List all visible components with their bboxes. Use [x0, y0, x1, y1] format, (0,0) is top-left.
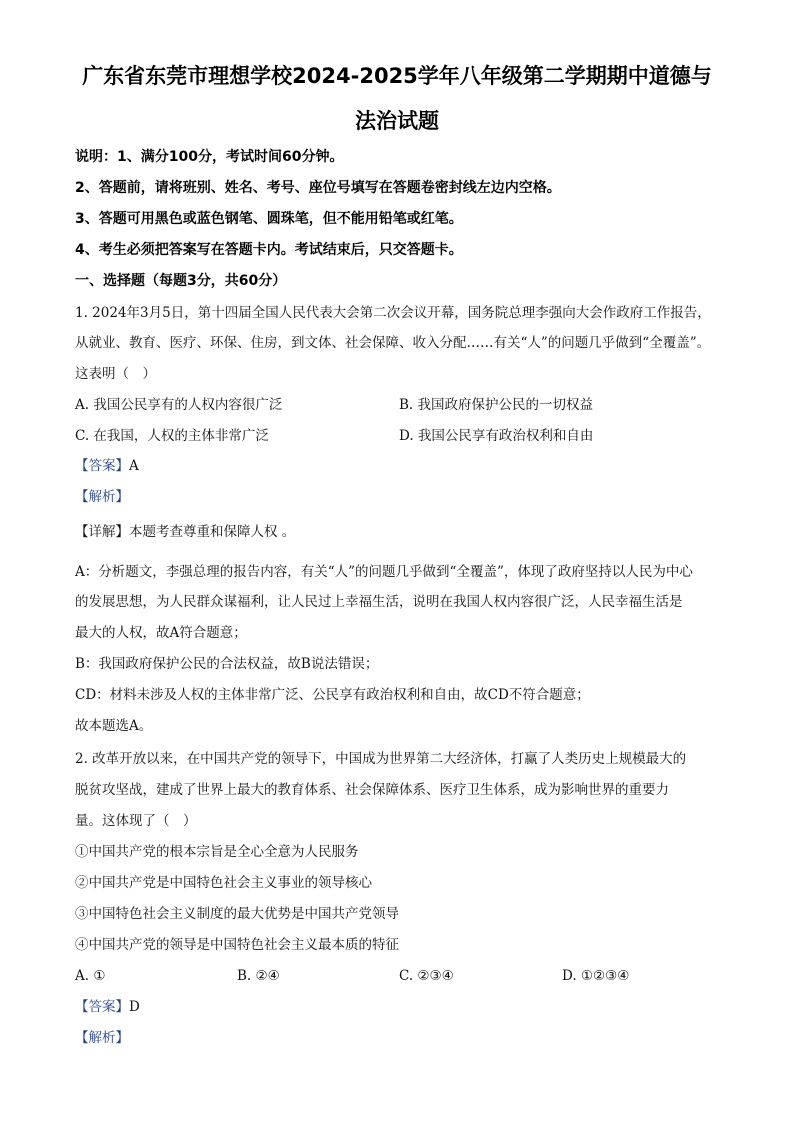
q2-statement-3: ③中国特色社会主义制度的最大优势是中国共产党领导: [75, 906, 399, 922]
q1-explanation-4: B：我国政府保护公民的合法权益，故B说法错误；: [75, 656, 379, 672]
q1-option-c: C. 在我国，人权的主体非常广泛: [75, 428, 269, 444]
q1-stem-line-3: 这表明（ ）: [75, 366, 156, 382]
q1-detail-text: 本题考查尊重和保障人权 。: [129, 524, 296, 540]
q2-option-c: C. ②③④: [399, 968, 454, 984]
q1-option-b: B. 我国政府保护公民的一切权益: [399, 397, 594, 413]
q1-answer: [75, 460, 139, 474]
q1-explanation-2: 的发展思想，为人民群众谋福利，让人民过上幸福生活，说明在我国人权内容很广泛，人民幸福生活是: [75, 594, 683, 610]
q1-answer-value: A: [129, 458, 139, 474]
q1-option-a: A. 我国公民享有的人权内容很广泛: [75, 397, 283, 413]
q1-explanation-1: A：分析题文，李强总理的报告内容，有关“人”的问题几乎做到“全覆盖”，体现了政府坚持以人民为中心: [75, 564, 693, 580]
q2-analysis-label: 【解析】: [75, 1030, 129, 1046]
q1-option-d: D. 我国公民享有政治权利和自由: [399, 428, 594, 444]
q2-option-a: A. ①: [75, 968, 106, 984]
q2-answer-label: 【答案】: [75, 999, 129, 1015]
q2-stem-line-2: 脱贫攻坚战，建成了世界上最大的教育体系、社会保障体系、医疗卫生体系，成为影响世界的重要力: [75, 782, 669, 798]
q2-option-b: B. ②④: [237, 968, 280, 984]
instruction-3: 3、答题可用黑色或蓝色钢笔、圆珠笔，但不能用铅笔或红笔。: [75, 211, 463, 227]
q1-analysis-label: 【解析】: [75, 489, 129, 505]
q2-statement-4: ④中国共产党的领导是中国特色社会主义最本质的特征: [75, 937, 399, 953]
q2-stem-line-3: 量。这体现了（ ）: [75, 813, 197, 829]
instruction-4: 4、考生必须把答案写在答题卡内。考试结束后，只交答题卡。: [75, 242, 463, 258]
q2-statement-1: ①中国共产党的根本宗旨是全心全意为人民服务: [75, 844, 359, 860]
q2-option-d: D. ①②③④: [562, 968, 630, 984]
exam-title-line-1: 广东省东莞市理想学校2024-2025学年八年级第二学期期中道德与: [82, 64, 712, 88]
q1-stem-line-1: 1. 2024年3月5日，第十四届全国人民代表大会第二次会议开幕，国务院总理李强向大会作政府工作报告，: [75, 305, 711, 321]
q1-explanation-6: 故本题选A。: [75, 718, 153, 734]
q1-detail-label: 【详解】: [75, 524, 129, 540]
q1-detail: [75, 526, 295, 540]
q1-explanation-5: CD：材料未涉及人权的主体非常广泛、公民享有政治权利和自由，故CD不符合题意；: [75, 687, 590, 703]
exam-title-line-2: 法治试题: [355, 109, 439, 133]
q1-stem-line-2: 从就业、教育、医疗、环保、住房，到文体、社会保障、收入分配……有关“人”的问题几乎做到“全覆盖”。: [75, 335, 711, 351]
q1-answer-label: 【答案】: [75, 458, 129, 474]
q1-explanation-3: 最大的人权，故A符合题意；: [75, 625, 247, 641]
q2-stem-line-1: 2. 改革开放以来，在中国共产党的领导下，中国成为世界第二大经济体，打赢了人类历史上规模最大的: [75, 751, 687, 767]
section-heading: 一、选择题（每题3分，共60分）: [75, 273, 287, 289]
instruction-1: 说明：1、满分100分，考试时间60分钟。: [75, 149, 344, 165]
q2-statement-2: ②中国共产党是中国特色社会主义事业的领导核心: [75, 875, 372, 891]
q2-answer: [75, 1001, 140, 1015]
q2-answer-value: D: [129, 999, 140, 1015]
instruction-2: 2、答题前，请将班别、姓名、考号、座位号填写在答题卷密封线左边内空格。: [75, 180, 561, 196]
